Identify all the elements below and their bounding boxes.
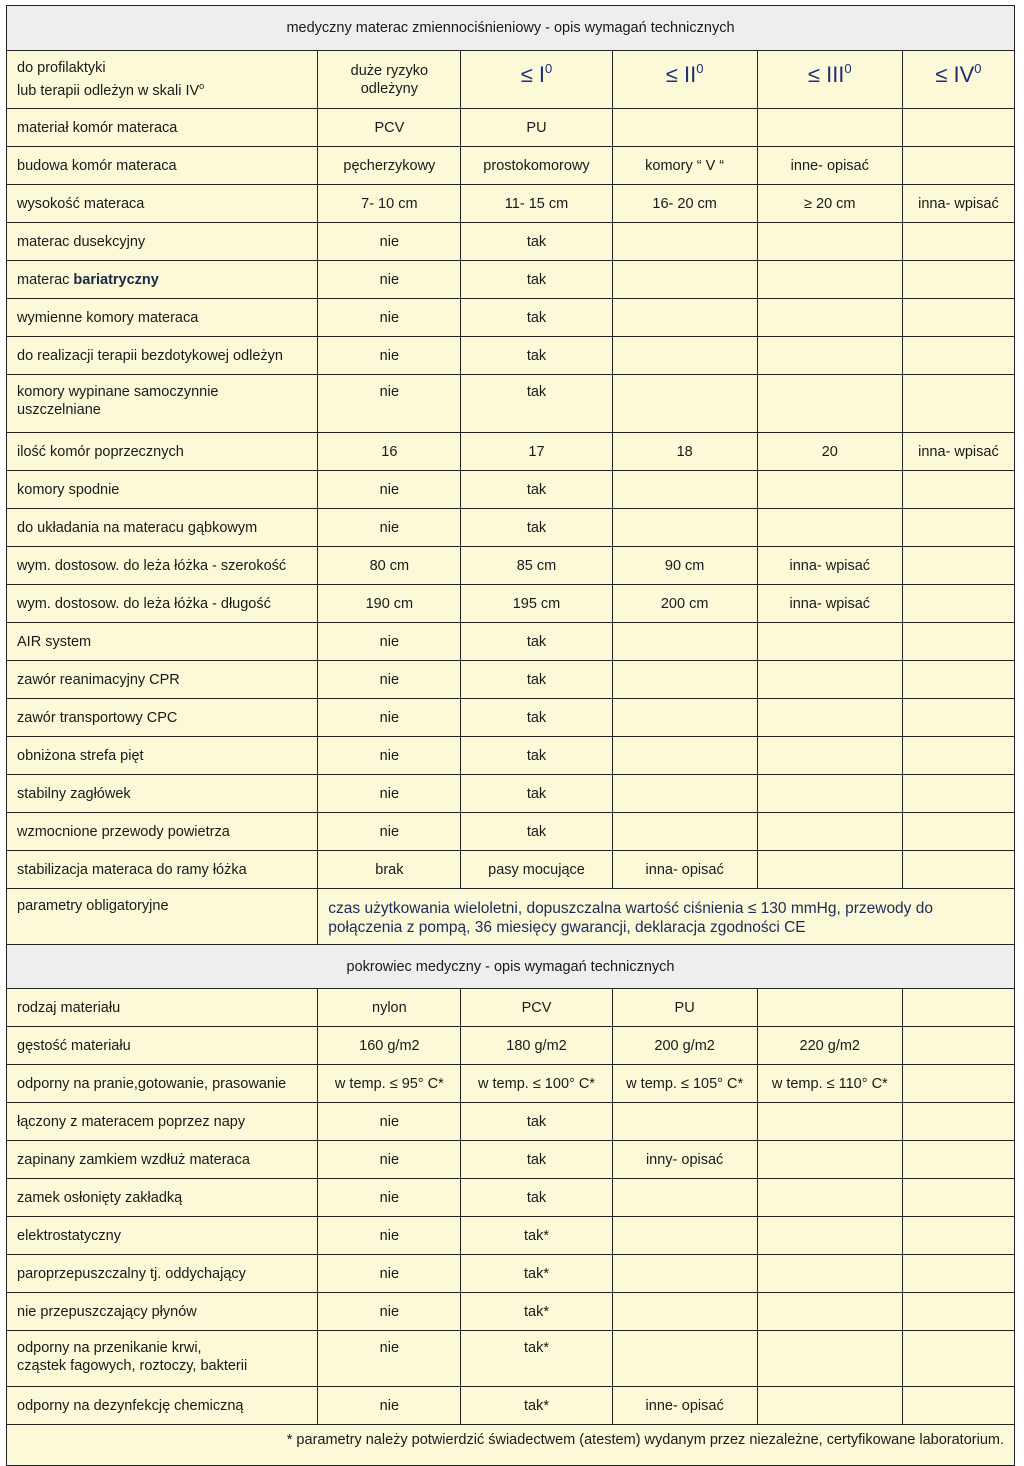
row-label-text: odporny na pranie,gotowanie, prasowanie [17,1075,287,1092]
table-cell: tak [461,775,612,813]
table-cell [902,1293,1014,1331]
table-cell [757,1217,902,1255]
table-cell: nie [318,337,461,375]
table-cell [902,813,1014,851]
table-row [7,1331,1015,1387]
table-cell: nie [318,1179,461,1217]
table-cell: komory “ V “ [612,147,757,185]
table-cell: w temp. ≤ 95° C* [318,1065,461,1103]
table-cell [757,109,902,147]
row-label-bold: bariatryczny [73,271,159,288]
row-label-text: do układania na materacu gąbkowym [17,519,258,536]
cover-section-header [7,945,1015,989]
table-cell: 80 cm [318,547,461,585]
table-cell [757,851,902,889]
table-cell [902,661,1014,699]
table-cell [902,1027,1014,1065]
table-cell: 18 [612,433,757,471]
table-cell [757,223,902,261]
table-cell [612,261,757,299]
table-cell: nie [318,1387,461,1425]
table-cell: w temp. ≤ 100° C* [461,1065,612,1103]
table-row [7,1103,1015,1141]
table-row [7,661,1015,699]
row-label [7,699,318,737]
table-cell: 180 g/m2 [461,1027,612,1065]
table-cell: tak* [461,1293,612,1331]
row-label [7,1255,318,1293]
table-cell: tak [461,337,612,375]
table-row [7,851,1015,889]
row-label-text: zawór transportowy CPC [17,709,178,726]
row-label-text: materiał komór materaca [17,119,178,136]
table-cell: nie [318,737,461,775]
row-label-text-line2: cząstek fagowych, roztoczy, bakterii [17,1358,248,1374]
table-cell: nie [318,1255,461,1293]
table-cell: 16- 20 cm [612,185,757,223]
table-cell [757,1387,902,1425]
row-label-text: wym. dostosow. do leża łóżka - długość [17,595,271,612]
table-row [7,1217,1015,1255]
table-cell: tak* [461,1255,612,1293]
table-cell [757,661,902,699]
table-cell [902,1179,1014,1217]
row-label-text: odporny na przenikanie krwi, [17,1340,202,1356]
mattress-section-title: medyczny materac zmiennociśnieniowy - opis wymagań technicznych [7,6,1015,51]
degree-sup: 0 [696,61,704,76]
row-label [7,547,318,585]
table-cell: nie [318,223,461,261]
table-cell: 20 [757,433,902,471]
params-line1: czas użytkowania wieloletni, dopuszczalna wartość ciśnienia ≤ 130 mmHg, przewody do [328,900,933,917]
table-row [7,1255,1015,1293]
table-cell: tak [461,661,612,699]
table-cell [612,623,757,661]
table-cell [757,989,902,1027]
table-cell: inna- wpisać [902,433,1014,471]
table-cell [902,851,1014,889]
table-cell: tak* [461,1217,612,1255]
table-cell: tak [461,471,612,509]
row-label-text: materac [17,271,74,288]
table-cell [757,623,902,661]
table-cell: nie [318,699,461,737]
table-cell [902,775,1014,813]
table-cell: brak [318,851,461,889]
table-row [7,1141,1015,1179]
table-cell: prostokomorowy [461,147,612,185]
table-cell [757,737,902,775]
table-cell [612,699,757,737]
stage-header-label-line1: do profilaktyki [17,60,106,77]
table-cell: w temp. ≤ 105° C* [612,1065,757,1103]
table-cell: tak* [461,1331,612,1387]
table-cell [757,261,902,299]
table-cell [612,1103,757,1141]
table-cell [902,299,1014,337]
row-label [7,585,318,623]
table-cell: tak [461,699,612,737]
table-row [7,813,1015,851]
table-cell: nie [318,623,461,661]
table-cell: tak [461,261,612,299]
table-row [7,1065,1015,1103]
table-cell: 90 cm [612,547,757,585]
table-cell: nie [318,509,461,547]
table-cell [902,623,1014,661]
table-cell [612,1217,757,1255]
row-label-text: odporny na dezynfekcję chemiczną [17,1397,244,1414]
row-label [7,147,318,185]
table-row [7,261,1015,299]
table-cell: nie [318,299,461,337]
table-cell [612,471,757,509]
table-row [7,775,1015,813]
table-cell [902,471,1014,509]
table-cell [612,661,757,699]
row-label [7,851,318,889]
row-label-text: nie przepuszczający płynów [17,1303,197,1320]
table-cell [612,509,757,547]
row-label [7,1103,318,1141]
table-cell [612,775,757,813]
degree-sup: 0 [844,61,852,76]
row-label-text: materac dusekcyjny [17,233,146,250]
row-label-text: elektrostatyczny [17,1227,121,1244]
table-cell: ≥ 20 cm [757,185,902,223]
table-cell: tak [461,223,612,261]
stage-header-label-line2: lub terapii odleżyn w skali IV [17,82,200,99]
row-label [7,1027,318,1065]
table-cell [612,1255,757,1293]
degree-header-2 [612,51,757,109]
footnote-row [7,1425,1015,1466]
table-cell [612,337,757,375]
table-cell [902,223,1014,261]
table-cell: 200 g/m2 [612,1027,757,1065]
table-row [7,623,1015,661]
table-cell [902,737,1014,775]
row-label [7,1217,318,1255]
table-cell: inna- opisać [612,851,757,889]
row-label-text: paroprzepuszczalny tj. oddychający [17,1265,246,1282]
table-cell [902,547,1014,585]
row-label [7,1179,318,1217]
table-row [7,299,1015,337]
degree-header-4 [902,51,1014,109]
table-cell [902,337,1014,375]
table-cell: 160 g/m2 [318,1027,461,1065]
table-cell: nie [318,661,461,699]
row-label [7,375,318,433]
table-cell: tak [461,1141,612,1179]
row-label-text: zawór reanimacyjny CPR [17,671,180,688]
row-label-text: ilość komór poprzecznych [17,443,184,460]
table-cell [757,509,902,547]
row-label [7,185,318,223]
table-cell: tak [461,1103,612,1141]
table-cell: inne- opisać [612,1387,757,1425]
row-label-text: zamek osłonięty zakładką [17,1189,183,1206]
degree-symbol: ≤ IV [935,62,975,87]
table-cell [902,1141,1014,1179]
table-row [7,737,1015,775]
table-cell [612,299,757,337]
table-cell: nie [318,1293,461,1331]
table-row [7,585,1015,623]
table-cell: nylon [318,989,461,1027]
table-cell [757,1103,902,1141]
row-label-text: łączony z materacem poprzez napy [17,1113,246,1130]
table-row [7,185,1015,223]
table-cell: 85 cm [461,547,612,585]
row-label [7,299,318,337]
row-label-text: wzmocnione przewody powietrza [17,823,230,840]
table-cell: nie [318,813,461,851]
row-label-text: stabilny zagłówek [17,785,131,802]
table-cell [902,989,1014,1027]
table-row [7,699,1015,737]
row-label-text: AIR system [17,633,92,650]
table-cell: inna- wpisać [902,185,1014,223]
degree-symbol: ≤ III [807,62,845,87]
row-label [7,1387,318,1425]
table-cell: tak [461,299,612,337]
table-cell: PU [461,109,612,147]
table-cell [757,299,902,337]
table-cell [902,1387,1014,1425]
row-label-text: zapinany zamkiem wzdłuż materaca [17,1151,250,1168]
table-cell [902,261,1014,299]
table-row [7,1027,1015,1065]
row-label-text: budowa komór materaca [17,157,177,174]
table-cell: tak [461,1179,612,1217]
risk-header-line1: duże ryzyko [350,62,429,79]
degree-header-1 [461,51,612,109]
table-cell [902,1103,1014,1141]
row-label-text: stabilizacja materaca do ramy łóżka [17,861,247,878]
table-cell: nie [318,1331,461,1387]
table-cell [612,813,757,851]
table-cell [757,471,902,509]
risk-header-cell [318,51,461,109]
table-cell [902,585,1014,623]
row-label [7,1141,318,1179]
table-cell: 16 [318,433,461,471]
row-label-text: gęstość materiału [17,1037,131,1054]
table-cell: inna- wpisać [757,547,902,585]
table-row [7,147,1015,185]
requirements-table [6,5,1015,1466]
table-cell [757,699,902,737]
table-row [7,433,1015,471]
table-cell [757,1293,902,1331]
table-cell [902,509,1014,547]
table-cell [612,375,757,433]
table-row [7,989,1015,1027]
table-cell [902,147,1014,185]
table-cell: tak [461,813,612,851]
table-row [7,509,1015,547]
table-cell: w temp. ≤ 110° C* [757,1065,902,1103]
stage-header-row [7,51,1015,109]
table-cell: tak* [461,1387,612,1425]
table-cell: tak [461,623,612,661]
risk-header-line2: odleżyny [360,80,418,97]
stage-header-label-sup: o [199,81,205,92]
table-cell: nie [318,775,461,813]
row-label [7,813,318,851]
row-label [7,989,318,1027]
cover-section-title: pokrowiec medyczny - opis wymagań technicznych [7,945,1015,989]
degree-symbol: ≤ I [520,62,546,87]
table-cell [902,109,1014,147]
table-cell: 7- 10 cm [318,185,461,223]
table-cell: 195 cm [461,585,612,623]
table-cell [612,1179,757,1217]
row-label [7,261,318,299]
row-label-text: komory wypinane samoczynnie [17,384,219,400]
row-label-text: wysokość materaca [17,195,145,212]
row-label [7,337,318,375]
stage-header-label [7,51,318,109]
table-cell: nie [318,375,461,433]
row-label [7,433,318,471]
table-cell: nie [318,1141,461,1179]
table-cell [757,1179,902,1217]
table-cell [612,109,757,147]
table-cell [757,813,902,851]
table-cell [902,1217,1014,1255]
table-cell [757,375,902,433]
row-label-text: wym. dostosow. do leża łóżka - szerokość [17,557,287,574]
table-cell: tak [461,375,612,433]
degree-sup: 0 [545,61,553,76]
table-cell [757,1331,902,1387]
row-label-text: wymienne komory materaca [17,309,199,326]
table-cell [612,737,757,775]
table-cell: 220 g/m2 [757,1027,902,1065]
row-label [7,109,318,147]
table-cell: PCV [461,989,612,1027]
row-label [7,471,318,509]
table-cell: pęcherzykowy [318,147,461,185]
table-cell [757,337,902,375]
table-row [7,223,1015,261]
row-label-text: rodzaj materiału [17,999,121,1016]
table-cell: 200 cm [612,585,757,623]
table-row [7,1387,1015,1425]
table-cell: 190 cm [318,585,461,623]
table-cell: nie [318,1217,461,1255]
table-cell [902,375,1014,433]
row-label [7,1065,318,1103]
table-cell: PU [612,989,757,1027]
table-cell: pasy mocujące [461,851,612,889]
params-row [7,889,1015,945]
footnote: * parametry należy potwierdzić świadectwem (atestem) wydanym przez niezależne, certyfikowane laboratorium. [7,1425,1015,1466]
table-cell: nie [318,261,461,299]
row-label-text: do realizacji terapii bezdotykowej odleżyn [17,347,283,364]
table-row [7,1293,1015,1331]
row-label [7,223,318,261]
table-cell [902,1065,1014,1103]
mattress-section-header [7,6,1015,51]
table-cell: nie [318,1103,461,1141]
table-cell: inna- wpisać [757,585,902,623]
table-cell [757,1141,902,1179]
table-cell: 17 [461,433,612,471]
table-row [7,1179,1015,1217]
table-cell [902,699,1014,737]
table-cell: nie [318,471,461,509]
table-row [7,471,1015,509]
table-row [7,109,1015,147]
row-label-text: obniżona strefa pięt [17,747,144,764]
table-cell [612,1293,757,1331]
row-label [7,737,318,775]
row-label-text-line2: uszczelniane [17,402,101,418]
params-text [318,889,1015,945]
row-label [7,775,318,813]
table-cell: inne- opisać [757,147,902,185]
degree-symbol: ≤ II [665,62,697,87]
params-label: parametry obligatoryjne [7,889,318,945]
row-label [7,1331,318,1387]
table-cell [757,1255,902,1293]
table-row [7,375,1015,433]
table-cell [612,1331,757,1387]
row-label-text: komory spodnie [17,481,120,498]
table-cell [757,775,902,813]
degree-header-3 [757,51,902,109]
requirements-sheet [6,5,1015,1466]
row-label [7,661,318,699]
params-line2: połączenia z pompą, 36 miesięcy gwarancji, deklaracja zgodności CE [328,919,806,936]
table-cell: 11- 15 cm [461,185,612,223]
table-cell: PCV [318,109,461,147]
row-label [7,1293,318,1331]
table-row [7,547,1015,585]
degree-sup: 0 [974,61,982,76]
row-label [7,623,318,661]
table-cell: tak [461,509,612,547]
row-label [7,509,318,547]
table-cell [612,223,757,261]
table-cell [902,1331,1014,1387]
table-cell: tak [461,737,612,775]
table-row [7,337,1015,375]
table-cell [902,1255,1014,1293]
table-cell: inny- opisać [612,1141,757,1179]
